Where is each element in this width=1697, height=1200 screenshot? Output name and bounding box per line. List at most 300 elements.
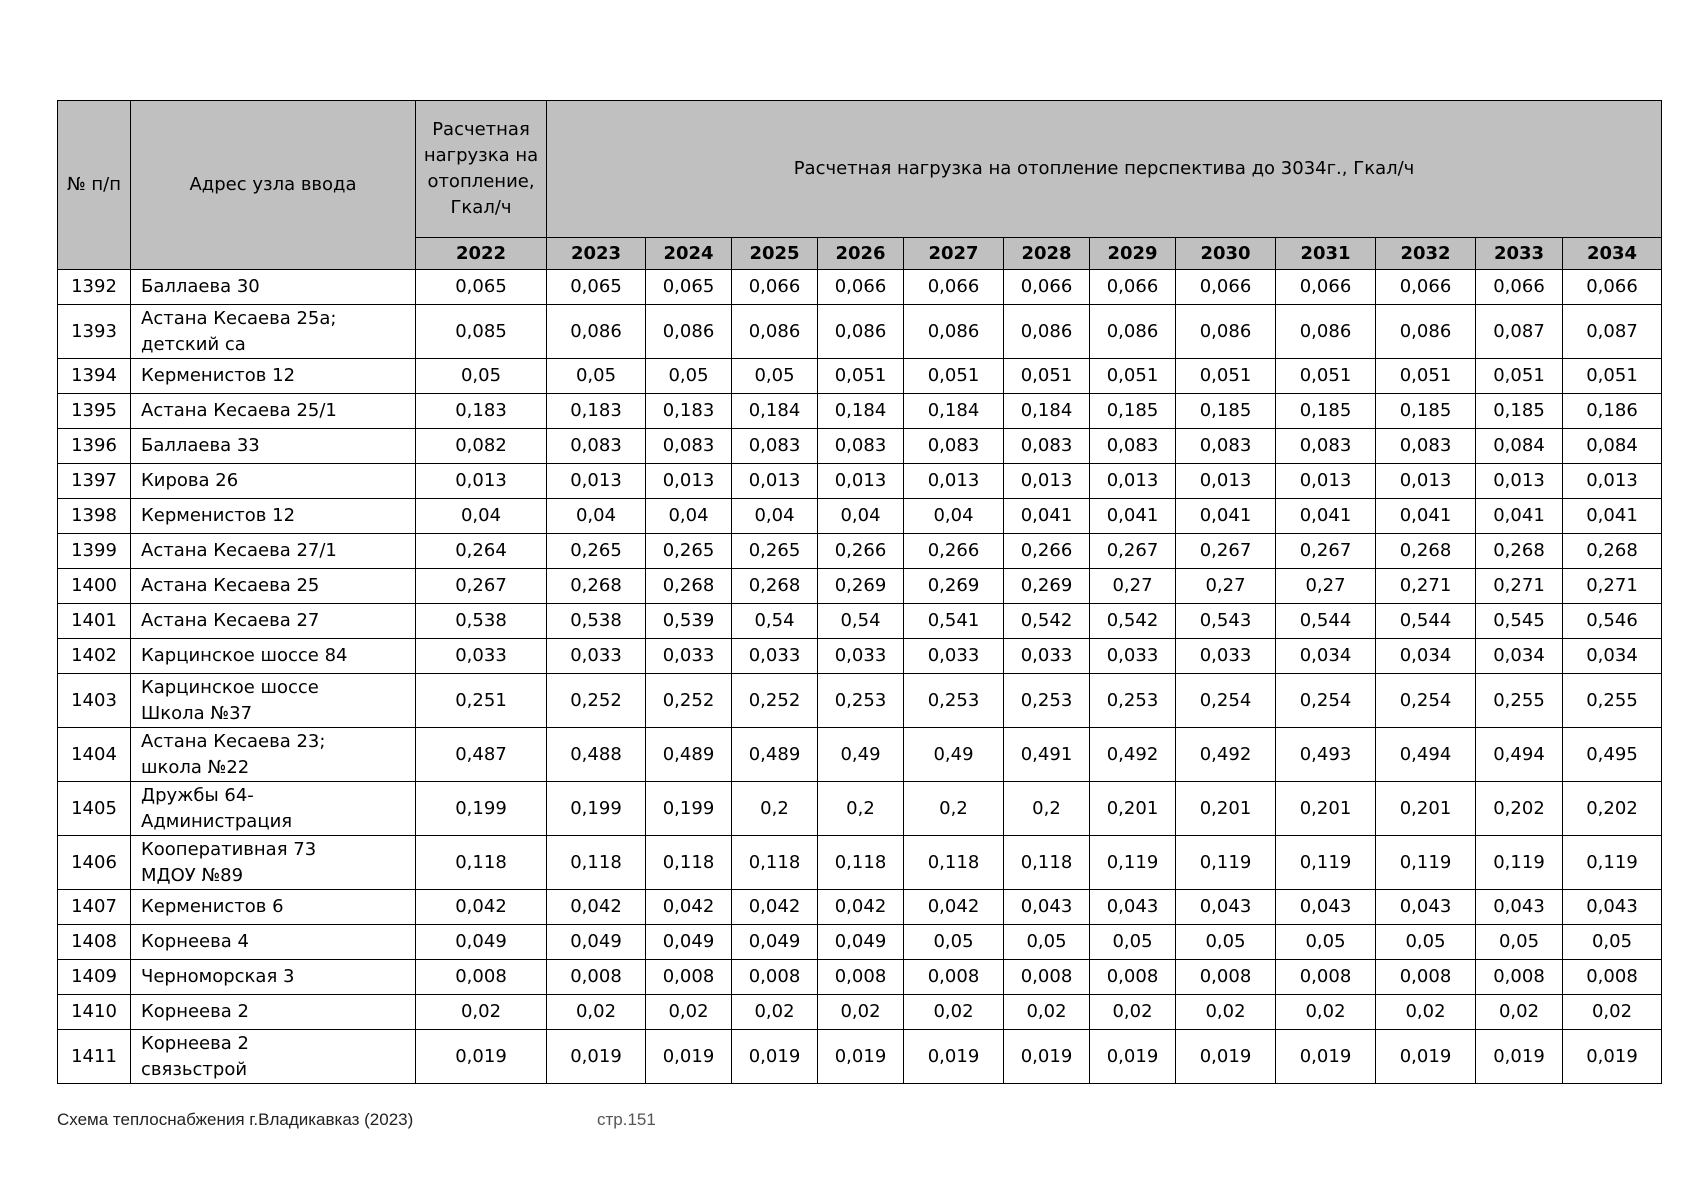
row-address xyxy=(131,674,416,728)
load-value-cell: 0,085 xyxy=(416,305,547,359)
load-value-cell: 0,051 xyxy=(1090,359,1176,394)
load-value-cell: 0,013 xyxy=(1176,464,1276,499)
header-year: 2028 xyxy=(1004,238,1090,270)
load-value-cell: 0,066 xyxy=(1276,270,1376,305)
load-value-cell: 0,2 xyxy=(1004,782,1090,836)
table-row xyxy=(58,534,1662,569)
header-year: 2024 xyxy=(646,238,732,270)
load-value-cell: 0,186 xyxy=(1563,394,1662,429)
load-value-cell: 0,008 xyxy=(416,960,547,995)
load-value-cell: 0,02 xyxy=(1004,995,1090,1030)
row-number: 1410 xyxy=(58,995,131,1030)
load-value-cell: 0,034 xyxy=(1376,639,1476,674)
load-value-cell: 0,199 xyxy=(646,782,732,836)
load-value-cell: 0,019 xyxy=(1376,1030,1476,1084)
row-number: 1398 xyxy=(58,499,131,534)
load-value-cell: 0,043 xyxy=(1563,890,1662,925)
load-value-cell: 0,013 xyxy=(1476,464,1563,499)
load-value-cell: 0,02 xyxy=(1176,995,1276,1030)
load-value-cell: 0,538 xyxy=(416,604,547,639)
address-line-1: Корнеева 2 xyxy=(141,1001,249,1022)
load-value-cell: 0,184 xyxy=(818,394,904,429)
row-address xyxy=(131,836,416,890)
load-value-cell: 0,041 xyxy=(1004,499,1090,534)
load-value-cell: 0,269 xyxy=(818,569,904,604)
load-value-cell: 0,492 xyxy=(1090,728,1176,782)
header-year: 2030 xyxy=(1176,238,1276,270)
load-value-cell: 0,019 xyxy=(904,1030,1004,1084)
header-year: 2025 xyxy=(732,238,818,270)
load-value-cell: 0,019 xyxy=(1276,1030,1376,1084)
load-value-cell: 0,185 xyxy=(1090,394,1176,429)
load-value-cell: 0,083 xyxy=(1176,429,1276,464)
load-value-cell: 0,184 xyxy=(1004,394,1090,429)
load-value-cell: 0,543 xyxy=(1176,604,1276,639)
load-value-cell: 0,118 xyxy=(732,836,818,890)
load-value-cell: 0,541 xyxy=(904,604,1004,639)
header-year: 2031 xyxy=(1276,238,1376,270)
address-line-1: Карцинское шоссе xyxy=(141,676,319,698)
load-value-cell: 0,2 xyxy=(818,782,904,836)
load-value-cell: 0,084 xyxy=(1563,429,1662,464)
load-value-cell: 0,086 xyxy=(1376,305,1476,359)
load-value-cell: 0,008 xyxy=(1004,960,1090,995)
load-value-cell: 0,545 xyxy=(1476,604,1563,639)
load-value-cell: 0,033 xyxy=(732,639,818,674)
load-value-cell: 0,49 xyxy=(818,728,904,782)
load-value-cell: 0,495 xyxy=(1563,728,1662,782)
load-value-cell: 0,043 xyxy=(1004,890,1090,925)
load-value-cell: 0,267 xyxy=(1090,534,1176,569)
load-value-cell: 0,05 xyxy=(1376,925,1476,960)
load-value-cell: 0,253 xyxy=(1004,674,1090,728)
load-value-cell: 0,185 xyxy=(1376,394,1476,429)
load-value-cell: 0,049 xyxy=(646,925,732,960)
row-address xyxy=(131,569,416,604)
load-value-cell: 0,043 xyxy=(1090,890,1176,925)
load-value-cell: 0,066 xyxy=(732,270,818,305)
load-value-cell: 0,019 xyxy=(1004,1030,1090,1084)
row-number: 1403 xyxy=(58,674,131,728)
row-number: 1396 xyxy=(58,429,131,464)
load-value-cell: 0,065 xyxy=(646,270,732,305)
load-value-cell: 0,267 xyxy=(1276,534,1376,569)
table-row xyxy=(58,464,1662,499)
header-year: 2026 xyxy=(818,238,904,270)
load-value-cell: 0,27 xyxy=(1090,569,1176,604)
load-value-cell: 0,05 xyxy=(547,359,646,394)
load-value-cell: 0,185 xyxy=(1276,394,1376,429)
load-value-cell: 0,086 xyxy=(1276,305,1376,359)
load-value-cell: 0,05 xyxy=(1276,925,1376,960)
address-line-1: Астана Кесаева 25а; xyxy=(141,307,337,329)
address-line-1: Астана Кесаева 25 xyxy=(141,575,320,596)
header-year: 2033 xyxy=(1476,238,1563,270)
load-value-cell: 0,051 xyxy=(818,359,904,394)
table-row xyxy=(58,305,1662,359)
row-address xyxy=(131,359,416,394)
address-line-1: Астана Кесаева 27/1 xyxy=(141,540,337,561)
load-value-cell: 0,066 xyxy=(1563,270,1662,305)
footer-document-title: Схема теплоснабжения г.Владикавказ (2023) xyxy=(57,1110,414,1129)
load-value-cell: 0,041 xyxy=(1176,499,1276,534)
load-value-cell: 0,042 xyxy=(904,890,1004,925)
row-number: 1400 xyxy=(58,569,131,604)
load-value-cell: 0,184 xyxy=(904,394,1004,429)
load-value-cell: 0,254 xyxy=(1176,674,1276,728)
load-value-cell: 0,119 xyxy=(1476,836,1563,890)
load-value-cell: 0,019 xyxy=(547,1030,646,1084)
row-number: 1393 xyxy=(58,305,131,359)
load-value-cell: 0,487 xyxy=(416,728,547,782)
load-value-cell: 0,083 xyxy=(646,429,732,464)
load-value-cell: 0,201 xyxy=(1176,782,1276,836)
address-line-1: Кирова 26 xyxy=(141,470,239,491)
load-value-cell: 0,02 xyxy=(1376,995,1476,1030)
load-value-cell: 0,084 xyxy=(1476,429,1563,464)
row-number: 1411 xyxy=(58,1030,131,1084)
load-value-cell: 0,201 xyxy=(1276,782,1376,836)
load-value-cell: 0,086 xyxy=(732,305,818,359)
load-value-cell: 0,491 xyxy=(1004,728,1090,782)
load-value-cell: 0,051 xyxy=(1176,359,1276,394)
load-value-cell: 0,02 xyxy=(1276,995,1376,1030)
load-value-cell: 0,05 xyxy=(1004,925,1090,960)
table-row xyxy=(58,836,1662,890)
load-value-cell: 0,051 xyxy=(1376,359,1476,394)
load-value-cell: 0,013 xyxy=(818,464,904,499)
load-value-cell: 0,05 xyxy=(1090,925,1176,960)
table-row xyxy=(58,674,1662,728)
load-value-cell: 0,252 xyxy=(646,674,732,728)
load-value-cell: 0,008 xyxy=(646,960,732,995)
load-value-cell: 0,013 xyxy=(904,464,1004,499)
table-body xyxy=(58,270,1662,1084)
row-number: 1399 xyxy=(58,534,131,569)
load-value-cell: 0,254 xyxy=(1376,674,1476,728)
load-value-cell: 0,253 xyxy=(1090,674,1176,728)
row-number: 1392 xyxy=(58,270,131,305)
load-value-cell: 0,013 xyxy=(646,464,732,499)
load-value-cell: 0,013 xyxy=(1563,464,1662,499)
load-value-cell: 0,033 xyxy=(904,639,1004,674)
address-line-1: Баллаева 33 xyxy=(141,435,260,456)
load-value-cell: 0,042 xyxy=(818,890,904,925)
load-value-cell: 0,043 xyxy=(1276,890,1376,925)
load-value-cell: 0,118 xyxy=(818,836,904,890)
load-value-cell: 0,02 xyxy=(547,995,646,1030)
row-number: 1406 xyxy=(58,836,131,890)
load-value-cell: 0,255 xyxy=(1563,674,1662,728)
load-value-cell: 0,013 xyxy=(732,464,818,499)
table-row xyxy=(58,995,1662,1030)
load-value-cell: 0,266 xyxy=(904,534,1004,569)
load-value-cell: 0,008 xyxy=(1276,960,1376,995)
load-value-cell: 0,066 xyxy=(1376,270,1476,305)
row-address xyxy=(131,960,416,995)
load-value-cell: 0,118 xyxy=(904,836,1004,890)
load-value-cell: 0,183 xyxy=(646,394,732,429)
load-value-cell: 0,008 xyxy=(732,960,818,995)
load-value-cell: 0,049 xyxy=(416,925,547,960)
load-value-cell: 0,252 xyxy=(732,674,818,728)
load-value-cell: 0,051 xyxy=(1476,359,1563,394)
address-line-2: детский са xyxy=(141,333,246,355)
row-address xyxy=(131,534,416,569)
header-year: 2027 xyxy=(904,238,1004,270)
row-address xyxy=(131,995,416,1030)
row-address xyxy=(131,1030,416,1084)
row-number: 1397 xyxy=(58,464,131,499)
load-value-cell: 0,087 xyxy=(1476,305,1563,359)
load-value-cell: 0,086 xyxy=(1176,305,1276,359)
load-value-cell: 0,265 xyxy=(547,534,646,569)
load-value-cell: 0,119 xyxy=(1563,836,1662,890)
load-value-cell: 0,264 xyxy=(416,534,547,569)
address-line-2: МДОУ №89 xyxy=(141,864,244,886)
load-value-cell: 0,019 xyxy=(732,1030,818,1084)
header-num: № п/п xyxy=(58,101,131,270)
load-value-cell: 0,494 xyxy=(1376,728,1476,782)
row-number: 1395 xyxy=(58,394,131,429)
address-line-1: Керменистов 6 xyxy=(141,896,284,917)
address-line-2: Администрация xyxy=(141,810,293,832)
load-value-cell: 0,034 xyxy=(1563,639,1662,674)
table-row xyxy=(58,1030,1662,1084)
load-value-cell: 0,202 xyxy=(1563,782,1662,836)
table-row xyxy=(58,890,1662,925)
load-value-cell: 0,013 xyxy=(1090,464,1176,499)
load-value-cell: 0,034 xyxy=(1476,639,1563,674)
load-value-cell: 0,086 xyxy=(646,305,732,359)
heat-load-table xyxy=(57,100,1662,1084)
address-line-1: Астана Кесаева 23; xyxy=(141,730,326,752)
row-number: 1394 xyxy=(58,359,131,394)
load-value-cell: 0,034 xyxy=(1276,639,1376,674)
load-value-cell: 0,013 xyxy=(1376,464,1476,499)
load-value-cell: 0,008 xyxy=(547,960,646,995)
load-value-cell: 0,008 xyxy=(818,960,904,995)
address-line-1: Кооперативная 73 xyxy=(141,838,317,860)
load-value-cell: 0,118 xyxy=(547,836,646,890)
load-value-cell: 0,05 xyxy=(904,925,1004,960)
load-value-cell: 0,02 xyxy=(904,995,1004,1030)
load-value-cell: 0,54 xyxy=(818,604,904,639)
load-value-cell: 0,05 xyxy=(1563,925,1662,960)
load-value-cell: 0,008 xyxy=(1476,960,1563,995)
header-year: 2034 xyxy=(1563,238,1662,270)
heat-load-table-container xyxy=(57,100,1662,1084)
load-value-cell: 0,066 xyxy=(1176,270,1276,305)
row-address xyxy=(131,639,416,674)
load-value-cell: 0,049 xyxy=(818,925,904,960)
load-value-cell: 0,041 xyxy=(1090,499,1176,534)
load-value-cell: 0,019 xyxy=(1176,1030,1276,1084)
table-row xyxy=(58,604,1662,639)
load-value-cell: 0,183 xyxy=(547,394,646,429)
address-line-1: Черноморская 3 xyxy=(141,966,295,987)
load-value-cell: 0,494 xyxy=(1476,728,1563,782)
footer-page-number: стр.151 xyxy=(597,1110,656,1129)
load-value-cell: 0,043 xyxy=(1476,890,1563,925)
load-value-cell: 0,269 xyxy=(904,569,1004,604)
load-value-cell: 0,542 xyxy=(1004,604,1090,639)
load-value-cell: 0,119 xyxy=(1090,836,1176,890)
row-address xyxy=(131,305,416,359)
load-value-cell: 0,04 xyxy=(732,499,818,534)
load-value-cell: 0,02 xyxy=(646,995,732,1030)
load-value-cell: 0,008 xyxy=(1090,960,1176,995)
load-value-cell: 0,268 xyxy=(1476,534,1563,569)
load-value-cell: 0,04 xyxy=(416,499,547,534)
load-value-cell: 0,544 xyxy=(1276,604,1376,639)
load-value-cell: 0,033 xyxy=(1004,639,1090,674)
load-value-cell: 0,083 xyxy=(547,429,646,464)
load-value-cell: 0,542 xyxy=(1090,604,1176,639)
load-value-cell: 0,041 xyxy=(1376,499,1476,534)
load-value-cell: 0,04 xyxy=(904,499,1004,534)
load-value-cell: 0,049 xyxy=(732,925,818,960)
table-row xyxy=(58,960,1662,995)
load-value-cell: 0,268 xyxy=(1376,534,1476,569)
load-value-cell: 0,041 xyxy=(1563,499,1662,534)
address-line-1: Корнеева 2 xyxy=(141,1032,249,1054)
load-value-cell: 0,267 xyxy=(1176,534,1276,569)
address-line-1: Астана Кесаева 25/1 xyxy=(141,400,337,421)
load-value-cell: 0,008 xyxy=(1563,960,1662,995)
row-address xyxy=(131,429,416,464)
load-value-cell: 0,051 xyxy=(904,359,1004,394)
header-address: Адрес узла ввода xyxy=(131,101,416,270)
load-value-cell: 0,041 xyxy=(1476,499,1563,534)
header-year: 2032 xyxy=(1376,238,1476,270)
address-line-1: Корнеева 4 xyxy=(141,931,249,952)
load-value-cell: 0,02 xyxy=(416,995,547,1030)
table-row xyxy=(58,728,1662,782)
load-value-cell: 0,118 xyxy=(646,836,732,890)
row-address xyxy=(131,270,416,305)
load-value-cell: 0,083 xyxy=(1090,429,1176,464)
load-value-cell: 0,119 xyxy=(1376,836,1476,890)
table-row xyxy=(58,394,1662,429)
load-value-cell: 0,271 xyxy=(1376,569,1476,604)
load-value-cell: 0,201 xyxy=(1376,782,1476,836)
load-value-cell: 0,066 xyxy=(1476,270,1563,305)
load-value-cell: 0,253 xyxy=(818,674,904,728)
load-value-cell: 0,266 xyxy=(1004,534,1090,569)
load-value-cell: 0,489 xyxy=(646,728,732,782)
load-value-cell: 0,493 xyxy=(1276,728,1376,782)
load-value-cell: 0,02 xyxy=(1476,995,1563,1030)
load-value-cell: 0,02 xyxy=(1563,995,1662,1030)
load-value-cell: 0,119 xyxy=(1176,836,1276,890)
load-value-cell: 0,05 xyxy=(416,359,547,394)
load-value-cell: 0,546 xyxy=(1563,604,1662,639)
load-value-cell: 0,118 xyxy=(416,836,547,890)
load-value-cell: 0,083 xyxy=(904,429,1004,464)
load-value-cell: 0,065 xyxy=(547,270,646,305)
load-value-cell: 0,04 xyxy=(818,499,904,534)
load-value-cell: 0,49 xyxy=(904,728,1004,782)
load-value-cell: 0,254 xyxy=(1276,674,1376,728)
table-row xyxy=(58,359,1662,394)
load-value-cell: 0,033 xyxy=(818,639,904,674)
load-value-cell: 0,042 xyxy=(732,890,818,925)
load-value-cell: 0,05 xyxy=(1476,925,1563,960)
load-value-cell: 0,544 xyxy=(1376,604,1476,639)
load-value-cell: 0,013 xyxy=(547,464,646,499)
load-value-cell: 0,27 xyxy=(1276,569,1376,604)
load-value-cell: 0,268 xyxy=(547,569,646,604)
load-value-cell: 0,538 xyxy=(547,604,646,639)
load-value-cell: 0,184 xyxy=(732,394,818,429)
load-value-cell: 0,019 xyxy=(818,1030,904,1084)
load-value-cell: 0,042 xyxy=(547,890,646,925)
load-value-cell: 0,539 xyxy=(646,604,732,639)
table-row xyxy=(58,639,1662,674)
table-header xyxy=(58,101,1662,270)
load-value-cell: 0,252 xyxy=(547,674,646,728)
load-value-cell: 0,119 xyxy=(1276,836,1376,890)
load-value-cell: 0,2 xyxy=(732,782,818,836)
load-value-cell: 0,266 xyxy=(818,534,904,569)
load-value-cell: 0,2 xyxy=(904,782,1004,836)
load-value-cell: 0,066 xyxy=(1090,270,1176,305)
load-value-cell: 0,118 xyxy=(1004,836,1090,890)
row-address xyxy=(131,499,416,534)
load-value-cell: 0,199 xyxy=(416,782,547,836)
table-row xyxy=(58,429,1662,464)
load-value-cell: 0,253 xyxy=(904,674,1004,728)
load-value-cell: 0,268 xyxy=(732,569,818,604)
load-value-cell: 0,083 xyxy=(732,429,818,464)
row-number: 1409 xyxy=(58,960,131,995)
table-row xyxy=(58,925,1662,960)
load-value-cell: 0,033 xyxy=(646,639,732,674)
load-value-cell: 0,066 xyxy=(1004,270,1090,305)
load-value-cell: 0,087 xyxy=(1563,305,1662,359)
load-value-cell: 0,54 xyxy=(732,604,818,639)
table-row xyxy=(58,569,1662,604)
load-value-cell: 0,013 xyxy=(1004,464,1090,499)
load-value-cell: 0,041 xyxy=(1276,499,1376,534)
load-value-cell: 0,488 xyxy=(547,728,646,782)
load-value-cell: 0,065 xyxy=(416,270,547,305)
header-base-load: Расчетная нагрузка на отопление, Гкал/ч xyxy=(416,101,547,238)
load-value-cell: 0,042 xyxy=(646,890,732,925)
row-address xyxy=(131,890,416,925)
load-value-cell: 0,033 xyxy=(547,639,646,674)
load-value-cell: 0,051 xyxy=(1276,359,1376,394)
load-value-cell: 0,086 xyxy=(547,305,646,359)
load-value-cell: 0,02 xyxy=(732,995,818,1030)
load-value-cell: 0,066 xyxy=(818,270,904,305)
table-row xyxy=(58,782,1662,836)
load-value-cell: 0,268 xyxy=(1563,534,1662,569)
load-value-cell: 0,083 xyxy=(1376,429,1476,464)
load-value-cell: 0,269 xyxy=(1004,569,1090,604)
address-line-1: Астана Кесаева 27 xyxy=(141,610,320,631)
load-value-cell: 0,251 xyxy=(416,674,547,728)
row-number: 1401 xyxy=(58,604,131,639)
address-line-1: Керменистов 12 xyxy=(141,505,296,526)
table-row xyxy=(58,499,1662,534)
load-value-cell: 0,051 xyxy=(1004,359,1090,394)
load-value-cell: 0,255 xyxy=(1476,674,1563,728)
load-value-cell: 0,201 xyxy=(1090,782,1176,836)
load-value-cell: 0,008 xyxy=(904,960,1004,995)
load-value-cell: 0,033 xyxy=(1176,639,1276,674)
